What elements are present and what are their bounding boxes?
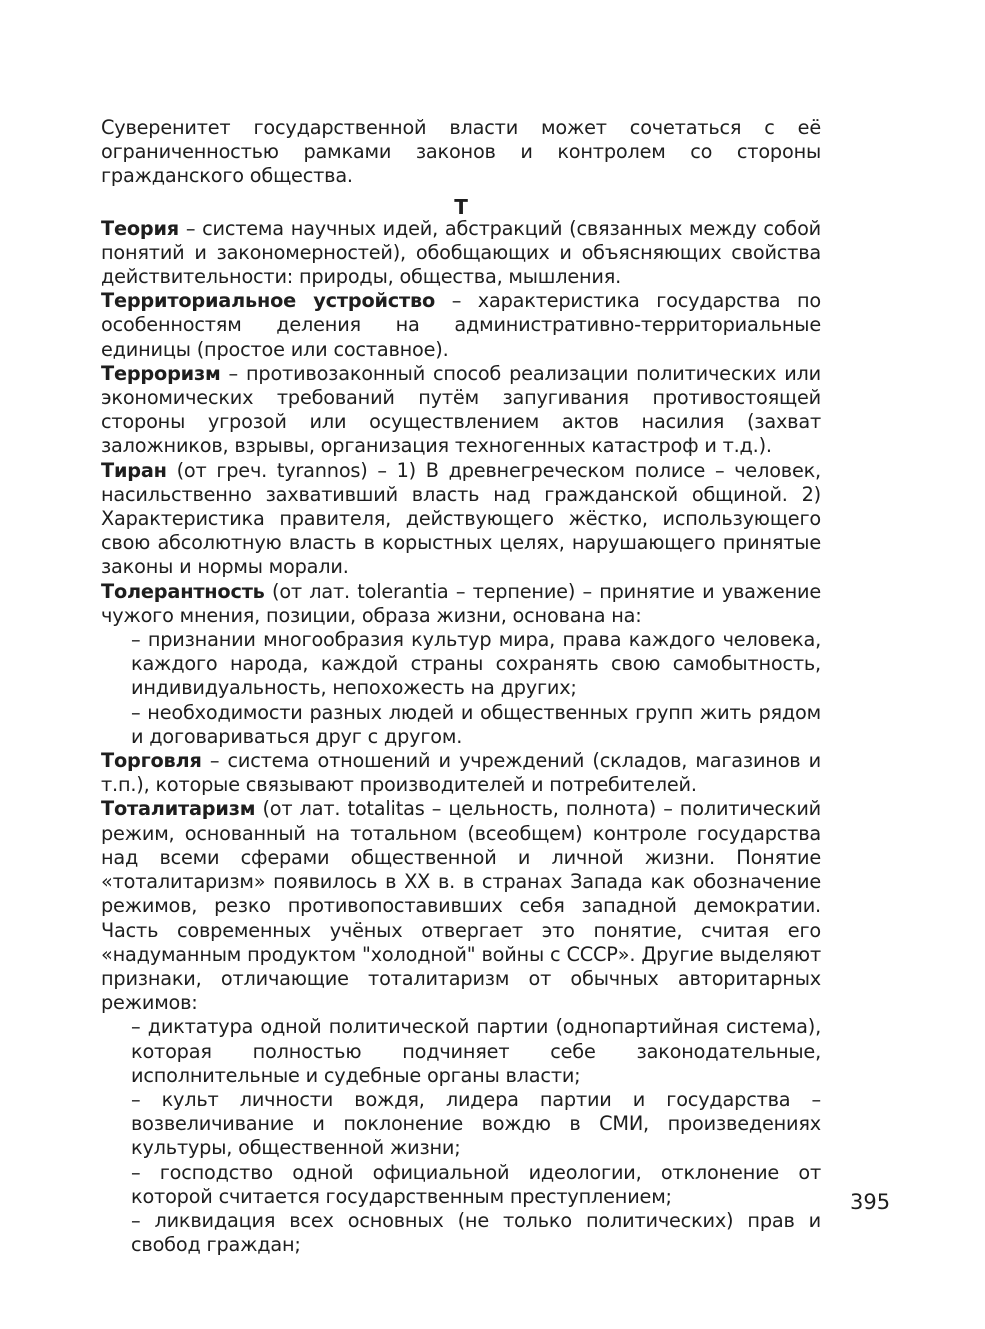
entry-teoriya <box>101 217 821 290</box>
entry-definition: – система отношений и учреждений (складов, магазинов и т.п.), которые связывают производителей и потребителей. <box>101 749 821 797</box>
list-item: – признании многообразия культур мира, права каждого человека, каждого народа, каждой страны сохранять свою самобытность, индивидуальность, непохожесть на других; <box>131 628 821 700</box>
entry-term: Торговля <box>101 749 202 773</box>
entry-definition: (от лат. totalitas – цельность, полнота) – политический режим, основанный на тотальном (всеобщем) контроле государства над всеми сферами общественной и личной жизни. Понятие «тоталитаризм» появилось в XX в. в странах Запада как обозначение режимов, резко противопоставивших себя западной демократии. Часть современных учёных отвергает это понятие, считая его «надуманным продуктом "холодной" войны с СССР». Другие выделяют признаки, отличающие тоталитаризм от обычных авторитарных режимов: <box>101 797 821 1015</box>
list-item: – ликвидация всех основных (не только политических) прав и свобод граждан; <box>131 1208 821 1257</box>
entry-term: Терроризм <box>101 361 221 385</box>
entry-tolerantnost <box>101 580 821 628</box>
intro-paragraph: Суверенитет государственной власти может сочетаться с её ограниченностью рамками законов и контролем со стороны гражданского общества. <box>101 116 821 188</box>
page-text <box>101 116 821 1257</box>
entry-torgovlya <box>101 749 821 797</box>
entry-definition: (от лат. tolerantia – терпение) – принятие и уважение чужого мнения, позиции, образа жизни, основана на: <box>101 579 821 627</box>
entry-term: Толерантность <box>101 579 265 603</box>
entry-definition: – система научных идей, абстракций (связанных между собой понятий и закономерностей), обобщающих и объясняющих свойства действительности: природы, общества, мышления. <box>101 216 821 289</box>
section-letter: Т <box>454 194 468 219</box>
list-item: – господство одной официальной идеологии, отклонение от которой считается государственным преступлением; <box>131 1160 821 1208</box>
entry-totalitarizm <box>101 797 821 1015</box>
entry-term: Территориальное устройство <box>101 289 436 313</box>
entry-term: Тиран <box>101 458 167 482</box>
entry-term: Теория <box>101 216 179 240</box>
entry-definition: – характеристика государства по особенностям деления на административно-территориальные единицы (простое или составное). <box>101 289 821 361</box>
entry-territorial <box>101 289 821 362</box>
entry-definition: – противозаконный способ реализации политических или экономических требований путём запугивания противостоящей стороны угрозой или осуществлением актов насилия (захват заложников, взрывы, организация техногенных катастроф и т.д.). <box>101 361 821 458</box>
list-item: – культ личности вождя, лидера партии и государства – возвеличивание и поклонение вождю в СМИ, произведениях культуры, общественной жизни; <box>131 1087 821 1160</box>
entry-term: Тоталитаризм <box>101 797 256 821</box>
entry-tiran <box>101 459 821 580</box>
list-item: – необходимости разных людей и общественных групп жить рядом и договариваться друг с другом. <box>131 700 821 748</box>
page-number: 395 <box>850 1190 891 1214</box>
list-item: – диктатура одной политической партии (однопартийная система), которая полностью подчиняет себе законодательные, исполнительные и судебные органы власти; <box>131 1015 821 1087</box>
entry-terrorizm <box>101 362 821 459</box>
entry-definition: (от греч. tyrannos) – 1) В древнегреческом полисе – человек, насильственно захвативший власть над гражданской общиной. 2) Характеристика правителя, действующего жёстко, использующего свою абсолютную власть в корыстных целях, нарушающего принятые законы и нормы морали. <box>101 458 821 579</box>
